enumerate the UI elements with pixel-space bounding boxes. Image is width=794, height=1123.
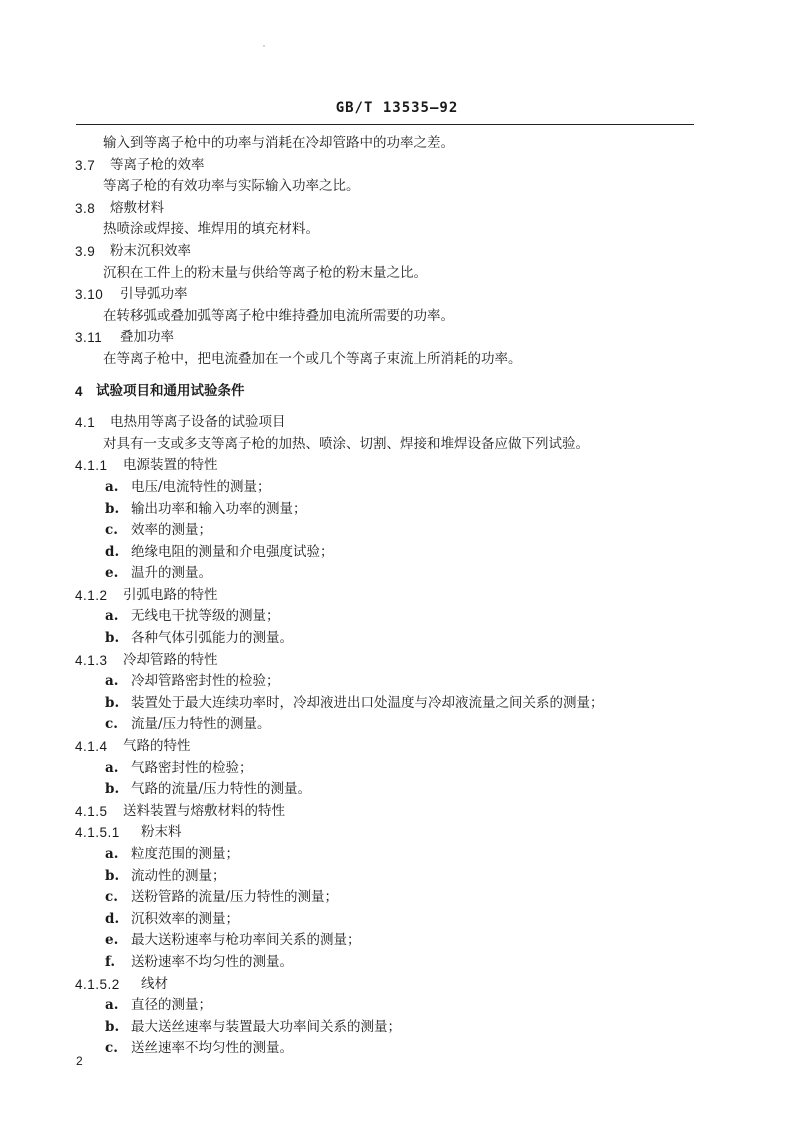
definition-term: 粉末沉积效率 bbox=[110, 242, 191, 259]
list-item: e. 温升的测量。 bbox=[105, 565, 212, 582]
definition-text: 在转移弧或叠加弧等离子枪中维持叠加电流所需要的功率。 bbox=[103, 307, 454, 324]
definition-text: 沉积在工件上的粉末量与供给等离子枪的粉末量之比。 bbox=[103, 264, 427, 281]
continuation-line: 输入到等离子枪中的功率与消耗在冷却管路中的功率之差。 bbox=[103, 135, 454, 151]
list-item: b. 最大送丝速率与装置最大功率间关系的测量； bbox=[105, 1018, 401, 1035]
definition-heading bbox=[0, 155, 794, 177]
list-item: d. 沉积效率的测量； bbox=[105, 910, 239, 927]
list-item: e. 最大送粉速率与枪功率间关系的测量； bbox=[105, 932, 361, 949]
document-body bbox=[0, 133, 794, 1060]
definition-heading bbox=[0, 284, 794, 306]
definition-term: 熔敷材料 bbox=[110, 199, 164, 216]
clause-number: 3.8 bbox=[75, 200, 96, 216]
chapter-title: 试验项目和通用试验条件 bbox=[96, 382, 245, 399]
clause-heading bbox=[0, 412, 794, 434]
scan-speck bbox=[263, 45, 265, 47]
clause-number: 3.11 bbox=[75, 330, 103, 346]
list-item: c. 送丝速率不均匀性的测量。 bbox=[105, 1040, 293, 1057]
definition-term: 等离子枪的效率 bbox=[110, 156, 205, 173]
list-item: b. 气路的流量/压力特性的测量。 bbox=[105, 781, 312, 798]
subclause-heading bbox=[0, 974, 794, 996]
subclause-number: 4.1.2 bbox=[75, 587, 108, 603]
list-item: a. 气路密封性的检验； bbox=[105, 759, 253, 776]
subclause-heading bbox=[0, 650, 794, 672]
list-item: f. 送粉速率不均匀性的测量。 bbox=[105, 953, 293, 970]
standard-code-header: GB/T 13535—92 bbox=[335, 100, 459, 116]
subclause-title: 粉末料 bbox=[141, 824, 182, 841]
definition-heading bbox=[0, 241, 794, 263]
subclause-number: 4.1.5.2 bbox=[75, 976, 120, 992]
list-item: c. 效率的测量； bbox=[105, 522, 212, 539]
subclause-heading bbox=[0, 801, 794, 823]
subclause-title: 引弧电路的特性 bbox=[123, 586, 218, 603]
clause-number: 4.1 bbox=[75, 415, 96, 431]
subclause-heading bbox=[0, 585, 794, 607]
page-number: 2 bbox=[76, 1054, 83, 1068]
definition-text: 等离子枪的有效功率与实际输入功率之比。 bbox=[103, 178, 360, 195]
list-item: b. 装置处于最大连续功率时，冷却液进出口处温度与冷却液流量之间关系的测量； bbox=[105, 694, 604, 711]
subclause-title: 线材 bbox=[141, 975, 168, 992]
subclause-title: 冷却管路的特性 bbox=[123, 651, 218, 668]
subclause-heading bbox=[0, 455, 794, 477]
definition-heading bbox=[0, 327, 794, 349]
subclause-title: 电源装置的特性 bbox=[123, 457, 218, 474]
subclause-number: 4.1.5 bbox=[75, 803, 108, 819]
list-item: c. 送粉管路的流量/压力特性的测量； bbox=[105, 889, 339, 906]
subclause-heading bbox=[0, 822, 794, 844]
header-rule bbox=[76, 124, 694, 125]
clause-number: 3.9 bbox=[75, 243, 96, 259]
subclause-heading bbox=[0, 736, 794, 758]
subclause-number: 4.1.5.1 bbox=[75, 825, 120, 841]
subclause-number: 4.1.1 bbox=[75, 458, 108, 474]
definition-term: 引导弧功率 bbox=[120, 286, 188, 303]
clause-text: 对具有一支或多支等离子枪的加热、喷涂、切割、焊接和堆焊设备应做下列试验。 bbox=[103, 435, 589, 452]
list-item: b. 各种气体引弧能力的测量。 bbox=[105, 630, 293, 647]
subclause-number: 4.1.4 bbox=[75, 739, 108, 755]
definition-text: 热喷涂或焊接、堆焊用的填充材料。 bbox=[103, 221, 319, 238]
chapter-heading bbox=[0, 381, 794, 403]
list-item: b. 输出功率和输入功率的测量； bbox=[105, 500, 307, 517]
definition-text: 在等离子枪中，把电流叠加在一个或几个等离子束流上所消耗的功率。 bbox=[103, 350, 522, 367]
list-item: d. 绝缘电阻的测量和介电强度试验； bbox=[105, 543, 334, 560]
chapter-number: 4 bbox=[75, 383, 84, 399]
list-item: a. 冷却管路密封性的检验； bbox=[105, 673, 280, 690]
subclause-title: 气路的特性 bbox=[123, 738, 191, 755]
clause-number: 3.7 bbox=[75, 157, 96, 173]
list-item: a. 电压/电流特性的测量； bbox=[105, 478, 271, 495]
subclause-title: 送料装置与熔敷材料的特性 bbox=[123, 802, 285, 819]
clause-number: 3.10 bbox=[75, 287, 104, 303]
definition-term: 叠加功率 bbox=[120, 329, 174, 346]
list-item: a. 粒度范围的测量； bbox=[105, 846, 239, 862]
clause-title: 电热用等离子设备的试验项目 bbox=[110, 414, 286, 431]
definition-heading bbox=[0, 198, 794, 220]
list-item: b. 流动性的测量； bbox=[105, 867, 226, 884]
list-item: c. 流量/压力特性的测量。 bbox=[105, 716, 271, 733]
list-item: a. 无线电干扰等级的测量； bbox=[105, 608, 280, 625]
list-item: a. 直径的测量； bbox=[105, 997, 212, 1014]
subclause-number: 4.1.3 bbox=[75, 652, 108, 668]
